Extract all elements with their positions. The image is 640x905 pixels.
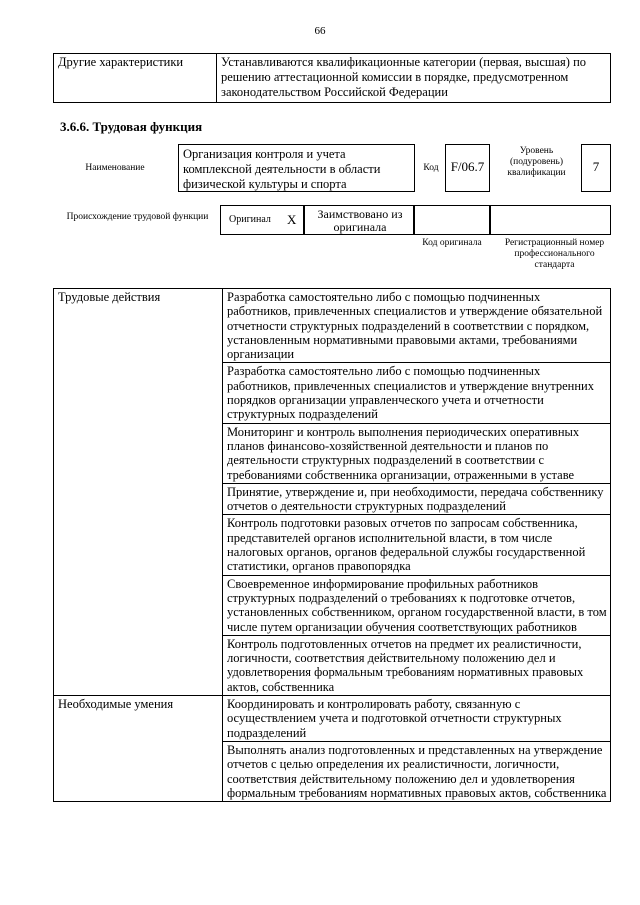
qualification-level-label: Уровень (подуровень) квалификации: [507, 146, 566, 178]
labor-action-item: Принятие, утверждение и, при необходимости, передача собственнику отчетов о деятельности структурных подразделений: [223, 483, 611, 515]
table-row: [54, 289, 611, 363]
labor-action-item: Разработка самостоятельно либо с помощью подчиненных работников, привлеченных специалистов и утверждение обязательной отчетности структурных подразделений в соответствии с порядком, установленным нормативными правовыми актами, требованиями организации: [223, 289, 611, 363]
origin-original-label: Оригинал: [229, 214, 271, 225]
origin-label: Происхождение трудовой функции: [66, 212, 209, 222]
characteristics-value: Устанавливаются квалификационные категории (первая, высшая) по решению аттестационной комиссии в порядке, предусмотренном законодательством Российской Федерации: [217, 54, 611, 103]
code-original-caption: Код оригинала: [422, 238, 482, 248]
page-number: 66: [314, 25, 326, 37]
origin-original-mark: X: [287, 212, 297, 227]
labor-action-item: Контроль подготовленных отчетов на предмет их реалистичности, логичности, соответствия действительному положению дел и удовлетворения формальным требованиям нормативных правовых актов, собственника: [223, 635, 611, 695]
characteristics-label: Другие характеристики: [54, 54, 217, 103]
function-code-label: Код: [423, 163, 439, 173]
labor-function-table: [53, 288, 611, 802]
labor-action-item: Контроль подготовки разовых отчетов по запросам собственника, представителей органов исполнительной власти, в том числе налоговых органов, органов федеральной службы государственной статистики, органов правопорядка: [223, 515, 611, 575]
qualification-level: 7: [581, 144, 611, 192]
characteristics-table: [53, 53, 611, 103]
origin-original-cell: [220, 205, 304, 235]
origin-reg-number-cell: [490, 205, 611, 235]
category-labor-actions: Трудовые действия: [54, 289, 223, 696]
reg-number-caption: Регистрационный номер профессионального стандарта: [504, 238, 605, 270]
labor-action-item: Разработка самостоятельно либо с помощью подчиненных работников, привлеченных специалистов и утверждение внутренних порядков организации управленческого учета и отчетности структурных подразделений: [223, 363, 611, 423]
labor-action-item: Мониторинг и контроль выполнения периодических оперативных планов финансово-хозяйственной деятельности и планов по деятельности структурных подразделений в соответствии с требованиями собственника организации, отраженными в уставе: [223, 423, 611, 483]
category-required-skills: Необходимые умения: [54, 696, 223, 802]
function-code: F/06.7: [445, 144, 490, 192]
labor-action-item: Своевременное информирование профильных работников структурных подразделений о требованиях к подготовке отчетов, установленных собственником, органом государственной власти, в том числе путем организации обучения соответствующих работников: [223, 575, 611, 635]
skill-item: Координировать и контролировать работу, связанную с осуществлением учета и подготовкой отчетности структурных подразделений: [223, 696, 611, 742]
origin-borrowed-label: Заимствовано из оригинала: [317, 207, 403, 234]
table-row: [54, 696, 611, 742]
origin-borrowed-cell: [304, 205, 414, 235]
skill-item: Выполнять анализ подготовленных и представленных на утверждение отчетов с целью определения их реалистичности, логичности, соответствия действительному положению дел и удовлетворения формальным требованиям нормативных правовых актов, собственника: [223, 741, 611, 801]
table-row: [54, 54, 611, 103]
function-name-label: Наименование: [85, 163, 145, 173]
origin-code-cell: [414, 205, 490, 235]
section-heading: 3.6.6. Трудовая функция: [60, 119, 203, 134]
function-name: Организация контроля и учета комплексной деятельности в области физической культуры и спорта: [178, 144, 415, 192]
